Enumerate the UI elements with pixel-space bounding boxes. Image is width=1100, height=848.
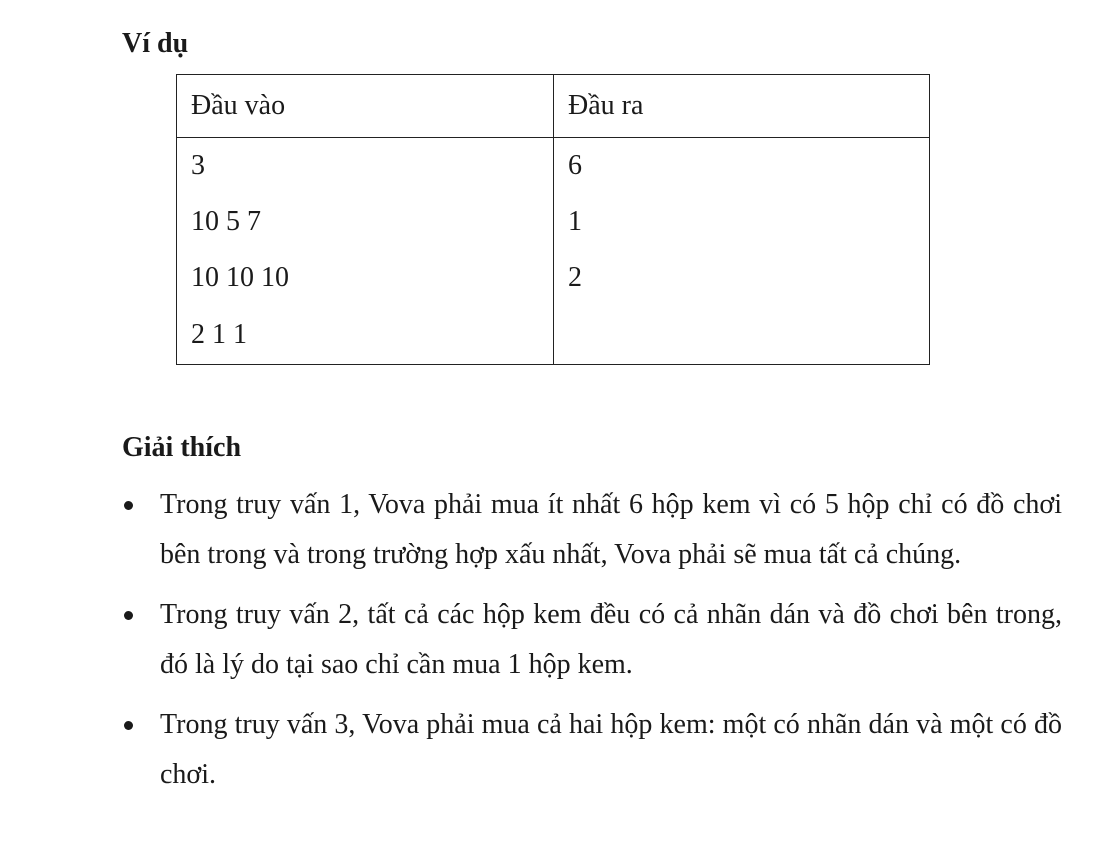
output-cell: 2 [554, 250, 930, 306]
output-cell: 1 [554, 194, 930, 250]
list-item [122, 480, 1062, 580]
explanation-text: Trong truy vấn 2, tất cả các hộp kem đều có cả nhãn dán và đồ chơi bên trong, đó là lý do tại sao chỉ cần mua 1 hộp kem. [160, 599, 1062, 680]
bullet-icon [124, 501, 133, 510]
input-column-header: Đầu vào [177, 75, 554, 138]
example-heading: Ví dụ [122, 28, 189, 59]
input-cell: 3 [177, 138, 554, 195]
bullet-icon [124, 611, 133, 620]
input-cell: 2 1 1 [177, 306, 554, 365]
list-item [122, 590, 1062, 690]
list-item [122, 700, 1062, 800]
table-row [177, 138, 930, 195]
io-example-table [176, 74, 930, 365]
table-row [177, 250, 930, 306]
explanation-heading: Giải thích [122, 432, 242, 463]
bullet-icon [124, 721, 133, 730]
output-column-header: Đầu ra [554, 75, 930, 138]
explanation-text: Trong truy vấn 3, Vova phải mua cả hai hộp kem: một có nhãn dán và một có đồ chơi. [160, 709, 1062, 790]
explanation-list [122, 480, 1062, 810]
explanation-text: Trong truy vấn 1, Vova phải mua ít nhất 6 hộp kem vì có 5 hộp chỉ có đồ chơi bên trong và trong trường hợp xấu nhất, Vova phải sẽ mua tất cả chúng. [160, 489, 1062, 570]
table-header-row [177, 75, 930, 138]
table-row [177, 306, 930, 365]
output-cell [554, 306, 930, 365]
input-cell: 10 10 10 [177, 250, 554, 306]
input-cell: 10 5 7 [177, 194, 554, 250]
output-cell: 6 [554, 138, 930, 195]
table-row [177, 194, 930, 250]
